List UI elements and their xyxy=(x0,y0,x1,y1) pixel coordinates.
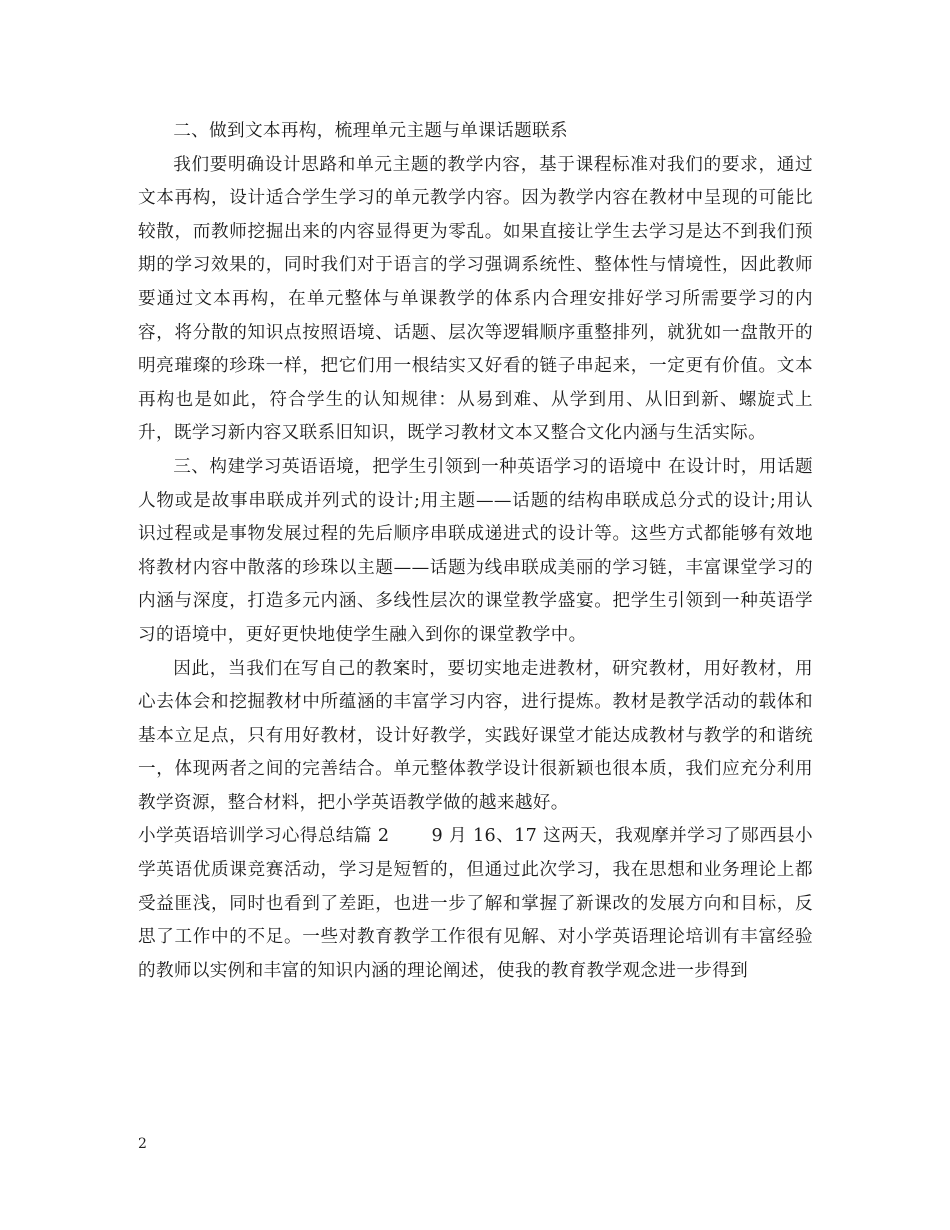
body-text xyxy=(138,115,813,988)
paragraph-language-context: 三、构建学习英语语境，把学生引领到一种英语学习的语境中 在设计时，用话题人物或是故事串联成并列式的设计;用主题——话题的结构串联成总分式的设计;用认识过程或是事物发展过程的先后顺序串联成递进式的设计等。这些方式都能够有效地将教材内容中散落的珍珠以主题——话题为线串联成美丽的学习链，丰富课堂学习的内涵与深度，打造多元内涵、多线性层次的课堂教学盛宴。把学生引领到一种英语学习的语境中，更好更快地使学生融入到你的课堂教学中。 xyxy=(138,456,813,645)
paragraph-text-restructuring: 我们要明确设计思路和单元主题的教学内容，基于课程标准对我们的要求，通过文本再构，设计适合学生学习的单元教学内容。因为教学内容在教材中呈现的可能比较散，而教师挖掘出来的内容显得更为零乱。如果直接让学生去学习是达不到我们预期的学习效果的，同时我们对于语言的学习强调系统性、整体性与情境性，因此教师要通过文本再构，在单元整体与单课教学的体系内合理安排好学习所需要学习的内容，将分散的知识点按照语境、话题、层次等逻辑顺序重整排列，就犹如一盘散开的明亮璀璨的珍珠一样，把它们用一根结实又好看的链子串起来，一定更有价值。文本再构也是如此，符合学生的认知规律：从易到难、从学到用、从旧到新、螺旋式上升，既学习新内容又联系旧知识，既学习教材文本又整合文化内涵与生活实际。 xyxy=(138,154,813,444)
paragraph-article-2: 小学英语培训学习心得总结篇 2 9 月 16、17 这两天，我观摩并学习了郧西县小学英语优质课竞赛活动，学习是短暂的，但通过此次学习，我在思想和业务理论上都受益匪浅，同时也看到了差距，也进一步了解和掌握了新课改的发展方向和目标，反思了工作中的不足。一些对教育教学工作很有见解、对小学英语理论培训有丰富经验的教师以实例和丰富的知识内涵的理论阐述，使我的教育教学观念进一步得到 xyxy=(138,826,813,981)
section-heading-2: 二、做到文本再构，梳理单元主题与单课话题联系 xyxy=(173,121,568,141)
paragraph-conclusion: 因此，当我们在写自己的教案时，要切实地走进教材，研究教材，用好教材，用心去体会和挖掘教材中所蕴涵的丰富学习内容，进行提炼。教材是教学活动的载体和基本立足点，只有用好教材，设计好教学，实践好课堂才能达成教材与教学的和谐统一，体现两者之间的完善结合。单元整体教学设计很新颖也很本质，我们应充分利用教学资源，整合材料，把小学英语教学做的越来越好。 xyxy=(138,658,813,813)
page-number: 2 xyxy=(138,1136,147,1152)
